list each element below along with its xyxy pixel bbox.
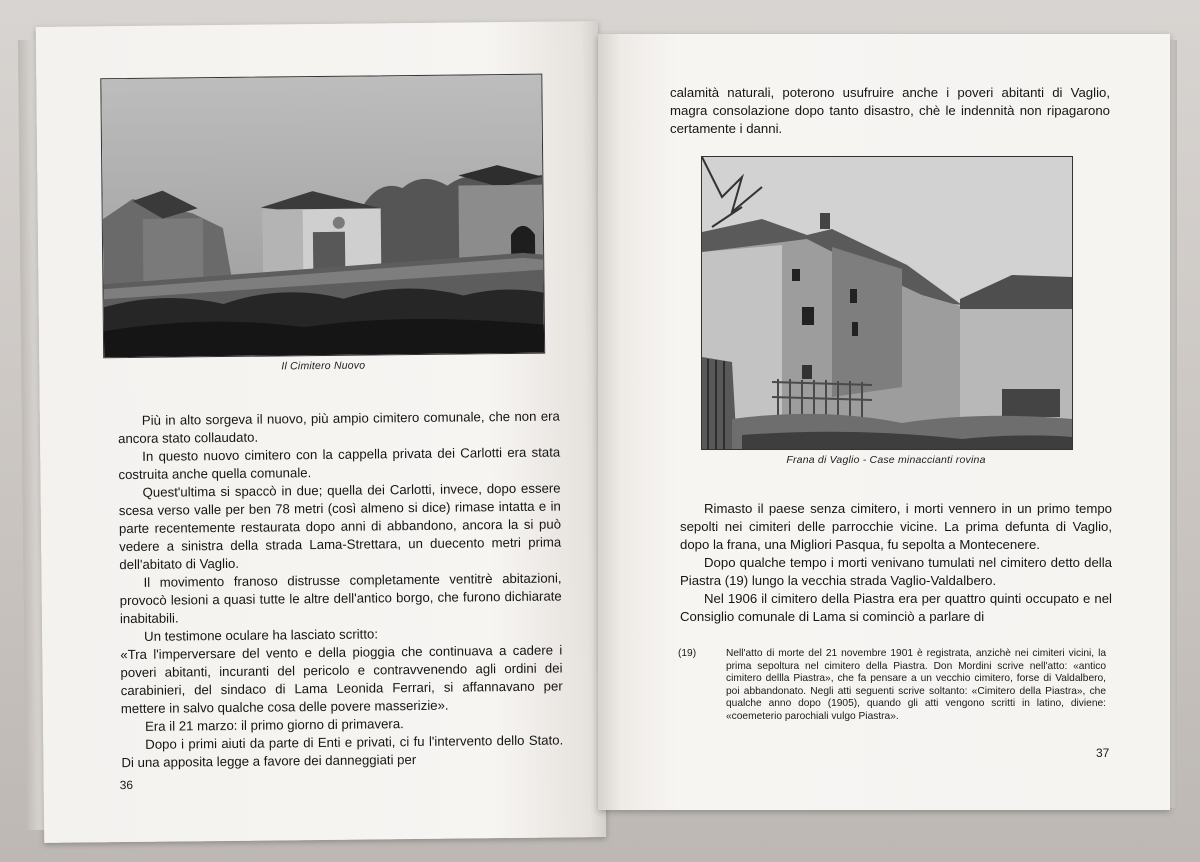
- paragraph: Nel 1906 il cimitero della Piastra era per quattro quinti occupato e nel Consiglio comunale di Lama si cominciò a parlare di: [680, 591, 1112, 624]
- page-number-right: 37: [1096, 746, 1110, 760]
- paragraph: Quest'ultima si spaccò in due; quella dei Carlotti, invece, dopo essere scesa verso valle per ben 78 metri (così almeno si dice) rimase intatta e in parte recentemente restaurata dopo anni di abbandono, ancora la si può vedere a sinistra della strada Lama-Strettara, un duecento metri prima dell'abitato di Vaglio.: [118, 480, 562, 573]
- landslide-photo-caption: Frana di Vaglio - Case minaccianti rovina: [786, 454, 986, 466]
- paragraph: calamità naturali, poterono usufruire anche i poveri abitanti di Vaglio, magra consolazione dopo tanto disastro, chè le indennità non ripagarono certamente i danni.: [670, 85, 1110, 136]
- right-page-top-text: [670, 84, 1110, 138]
- paragraph: Era il 21 marzo: il primo giorno di primavera.: [144, 716, 404, 734]
- quote-paragraph: «Tra l'imperversare del vento e della pioggia che continuava a cadere i poveri abitanti, incuranti del pericolo e contravvenendo agli ordini dei carabinieri, del sindaco di Lama Leonida Ferrari, si affannavano per mettere in salvo qualche cosa delle povere masserizie».: [120, 642, 563, 717]
- footnote: [678, 648, 1118, 748]
- left-page: [36, 21, 607, 843]
- cemetery-photo: [100, 74, 545, 359]
- landslide-photo: [701, 156, 1073, 450]
- paragraph: In questo nuovo cimitero con la cappella privata dei Carlotti era stata costruita anche quella comunale.: [118, 444, 561, 483]
- page-number-left: 36: [119, 777, 134, 793]
- right-page: [598, 34, 1170, 810]
- paragraph: Rimasto il paese senza cimitero, i morti vennero in un primo tempo sepolti nei cimiteri delle parrocchie vicine. La prima defunta di Vaglio, dopo la frana, una Migliori Pasqua, fu sepolta a Montecenere.: [680, 501, 1112, 552]
- left-page-body: [118, 407, 564, 772]
- footnote-number: (19): [678, 648, 697, 659]
- footnote-text: Nell'atto di morte del 21 novembre 1901 è registrata, anzichè nei cimiteri vicini, la prima sepoltura nel cimitero della Piastra. Don Mordini scrive nell'atto: «antico cimitero dellla Piastra», che fa pensare a un vecchio cimitero, forse di Valdalbero, poi abbandonato. Negli atti seguenti scrive soltanto: «Cimitero della Piastra», che qualche anno dopo (1905), quando gli atti vengono scritti in latino, diviene: «coemeterio parochiali vulgo Piastra».: [726, 648, 1106, 722]
- paragraph: Un testimone oculare ha lasciato scritto:: [144, 626, 379, 644]
- right-page-body: [680, 500, 1112, 626]
- paragraph: Dopo qualche tempo i morti venivano tumulati nel cimitero detto della Piastra (19) lungo la vecchia strada Vaglio-Valdalbero.: [680, 555, 1112, 588]
- paragraph: Il movimento franoso distrusse completamente ventitrè abitazioni, provocò lesioni a quasi tutte le altre dell'antico borgo, che furono dichiarate inabitabili.: [119, 570, 562, 627]
- paragraph: Dopo i primi aiuti da parte di Enti e privati, ci fu l'intervento dello Stato. Di una apposita legge a favore dei danneggiati per: [121, 732, 564, 771]
- cemetery-photo-caption: Il Cimitero Nuovo: [281, 359, 366, 373]
- paragraph: Più in alto sorgeva il nuovo, più ampio cimitero comunale, che non era ancora stato collaudato.: [117, 408, 560, 447]
